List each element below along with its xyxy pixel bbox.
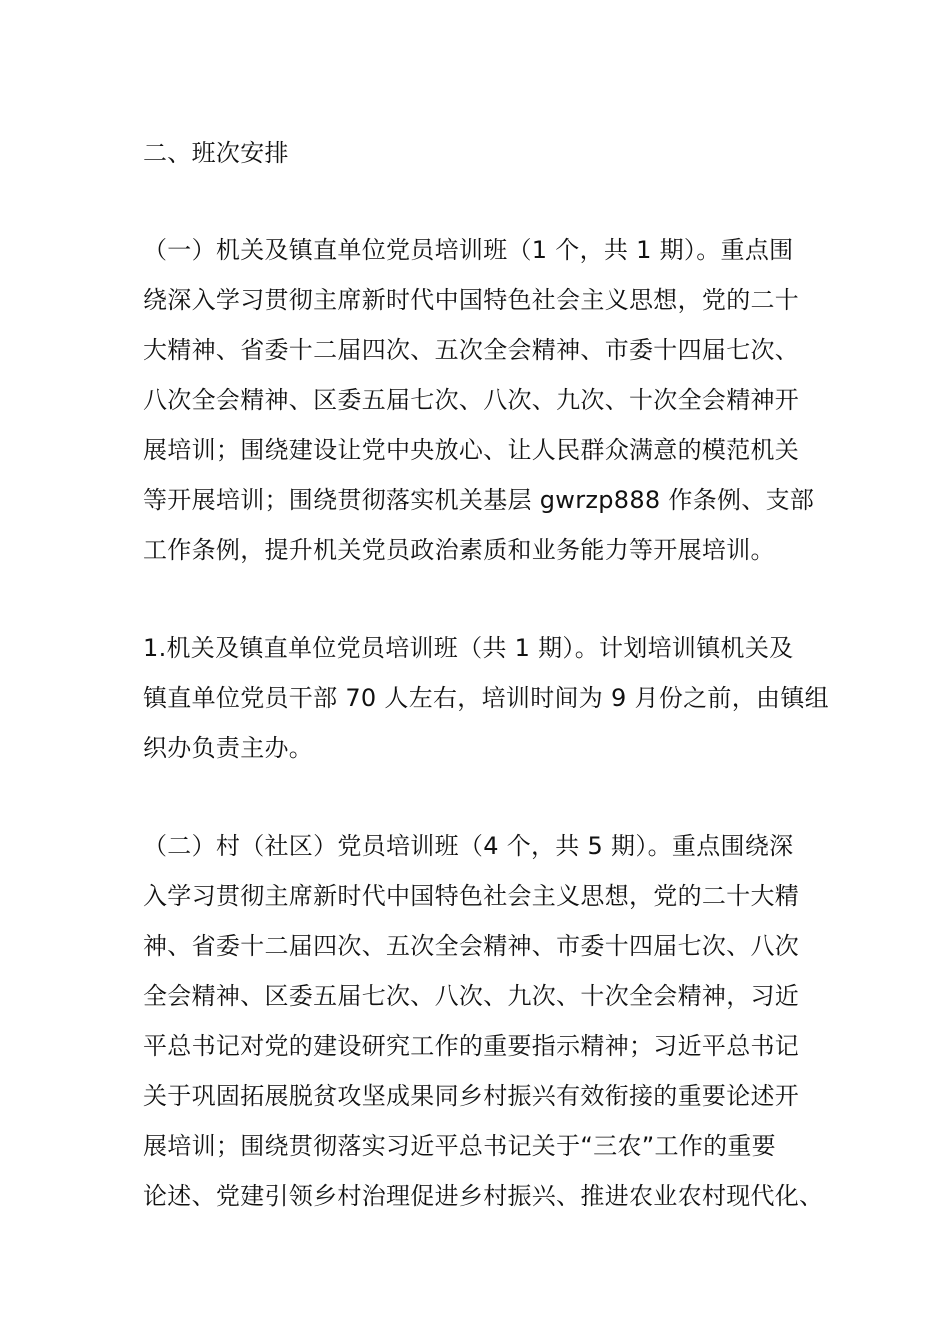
paragraph-line: 展培训；围绕贯彻落实习近平总书记关于“三农”工作的重要 [143,1132,776,1160]
paragraph-line: 入学习贯彻主席新时代中国特色社会主义思想，党的二十大精 [143,882,800,910]
paragraph-line: （一）机关及镇直单位党员培训班（1 个，共 1 期）。重点围 [143,236,794,264]
paragraph-line: 大精神、省委十二届四次、五次全会精神、市委十四届七次、 [143,336,800,364]
paragraph-line: 工作条例，提升机关党员政治素质和业务能力等开展培训。 [143,536,775,564]
paragraph-line: 论述、党建引领乡村治理促进乡村振兴、推进农业农村现代化、 [143,1182,824,1210]
paragraph-line: 全会精神、区委五届七次、八次、九次、十次全会精神，习近 [143,982,800,1010]
paragraph-line: 1.机关及镇直单位党员培训班（共 1 期）。计划培训镇机关及 [143,634,794,662]
paragraph-line: 等开展培训；围绕贯彻落实机关基层 gwrzp888 作条例、支部 [143,486,815,514]
section-heading: 二、班次安排 [143,139,289,167]
paragraph-line: 织办负责主办。 [143,734,314,762]
paragraph-line: 平总书记对党的建设研究工作的重要指示精神；习近平总书记 [143,1032,800,1060]
paragraph-line: 八次全会精神、区委五届七次、八次、九次、十次全会精神开 [143,386,800,414]
paragraph-line: （二）村（社区）党员培训班（4 个，共 5 期）。重点围绕深 [143,832,794,860]
paragraph-line: 绕深入学习贯彻主席新时代中国特色社会主义思想，党的二十 [143,286,800,314]
paragraph-line: 神、省委十二届四次、五次全会精神、市委十四届七次、八次 [143,932,800,960]
paragraph-line: 关于巩固拓展脱贫攻坚成果同乡村振兴有效衔接的重要论述开 [143,1082,800,1110]
paragraph-line: 展培训；围绕建设让党中央放心、让人民群众满意的模范机关 [143,436,800,464]
paragraph-line: 镇直单位党员干部 70 人左右，培训时间为 9 月份之前，由镇组 [143,684,829,712]
